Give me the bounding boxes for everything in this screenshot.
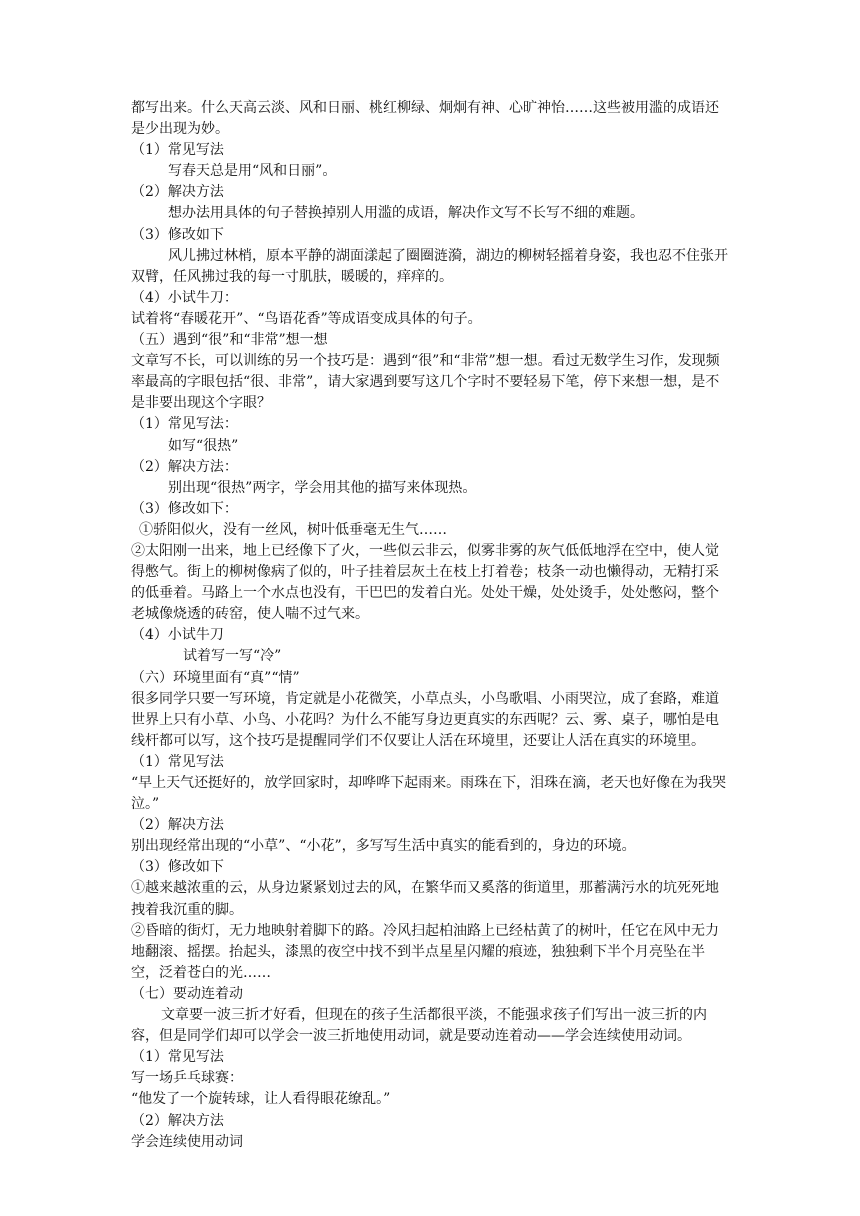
chapter-heading: （七）要动连着动	[131, 985, 243, 1002]
section-heading: （1）常见写法：	[131, 416, 238, 433]
section-heading: （3）修改如下	[131, 226, 224, 243]
paragraph: ①骄阳似火，没有一丝风，树叶低垂毫无生气……	[139, 521, 447, 538]
paragraph: 学会连续使用动词	[131, 1133, 243, 1150]
paragraph: 想办法用具体的句子替换掉别人用滥的成语，解决作文写不长写不细的难题。	[168, 205, 644, 222]
chapter-heading: （六）环境里面有“真”“情”	[131, 669, 300, 686]
paragraph: 试着写一写“冷”	[183, 648, 282, 665]
paragraph: 如写“很热”	[168, 437, 239, 454]
paragraph: 写春天总是用“风和日丽”。	[168, 163, 337, 180]
section-heading: （1）常见写法	[131, 753, 224, 770]
paragraph: ①越来越浓重的云，从身边紧紧划过去的风，在繁华而又奚落的街道里，那蓄满污水的坑死死地拽着我沉重的脚。	[131, 880, 719, 918]
section-heading: （1）常见写法	[131, 1049, 224, 1066]
section-heading: （3）修改如下：	[131, 500, 238, 517]
paragraph: ②太阳刚一出来，地上已经像下了火，一些似云非云，似雾非雾的灰气低低地浮在空中，使人觉得憋气。街上的柳树像病了似的，叶子挂着层灰土在枝上打着卷；枝条一动也懒得动，无精打采的低垂着。马路上一个水点也没有，干巴巴的发着白光。处处干燥，处处烫手，处处憋闷，整个老城像烧透的砖窑，使人喘不过气来。	[131, 542, 719, 623]
section-heading: （4）小试牛刀	[131, 627, 224, 644]
section-heading: （2）解决方法	[131, 817, 224, 834]
paragraph: 试着将“春暖花开”、“鸟语花香”等成语变成具体的句子。	[131, 310, 482, 327]
paragraph: 风儿拂过林梢，原本平静的湖面漾起了圈圈涟漪，湖边的柳树轻摇着身姿，我也忍不住张开双臂，任风拂过我的每一寸肌肤，暖暖的，痒痒的。	[131, 247, 728, 285]
paragraph: 文章写不长，可以训练的另一个技巧是：遇到“很”和“非常”想一想。看过无数学生习作，发现频率最高的字眼包括“很、非常”，请大家遇到要写这几个字时不要轻易下笔，停下来想一想，是不是非要出现这个字眼？	[131, 353, 720, 412]
section-heading: （3）修改如下	[131, 859, 224, 876]
paragraph: 都写出来。什么天高云淡、风和日丽、桃红柳绿、炯炯有神、心旷神怡……这些被用滥的成语还是少出现为妙。	[131, 100, 719, 138]
paragraph: “他发了一个旋转球，让人看得眼花缭乱。”	[131, 1091, 391, 1108]
paragraph: “早上天气还挺好的，放学回家时，却哗哗下起雨来。雨珠在下，泪珠在滴，老天也好像在为我哭泣。”	[131, 775, 727, 813]
paragraph: 很多同学只要一写环境，肯定就是小花微笑，小草点头，小鸟歌唱、小雨哭泣，成了套路，难道世界上只有小草、小鸟、小花吗？为什么不能写身边更真实的东西呢？云、雾、桌子，哪怕是电线杆都可以写，这个技巧是提醒同学们不仅要让人活在环境里，还要让人活在真实的环境里。	[131, 690, 719, 749]
section-heading: （2）解决方法	[131, 1112, 224, 1129]
section-heading: （1）常见写法	[131, 142, 224, 159]
chapter-heading: （五）遇到“很”和“非常”想一想	[131, 332, 328, 349]
paragraph: 别出现“很热”两字，学会用其他的描写来体现热。	[168, 479, 477, 496]
section-heading: （2）解决方法	[131, 184, 224, 201]
paragraph: 文章要一波三折才好看，但现在的孩子生活都很平淡，不能强求孩子们写出一波三折的内容，但是同学们却可以学会一波三折地使用动词，就是要动连着动——学会连续使用动词。	[131, 1007, 707, 1045]
section-heading: （2）解决方法：	[131, 458, 238, 475]
document-body	[131, 98, 731, 1153]
paragraph: 写一场乒乓球赛：	[131, 1070, 243, 1087]
section-heading: （4）小试牛刀：	[131, 289, 238, 306]
paragraph: 别出现经常出现的“小草”、“小花”，多写写生活中真实的能看到的，身边的环境。	[131, 838, 636, 855]
paragraph: ②昏暗的街灯，无力地映射着脚下的路。冷风扫起柏油路上已经枯黄了的树叶，任它在风中无力地翻滚、摇摆。抬起头，漆黑的夜空中找不到半点星星闪耀的痕迹，独独剩下半个月亮坠在半空，泛着苍白的光……	[131, 922, 719, 981]
